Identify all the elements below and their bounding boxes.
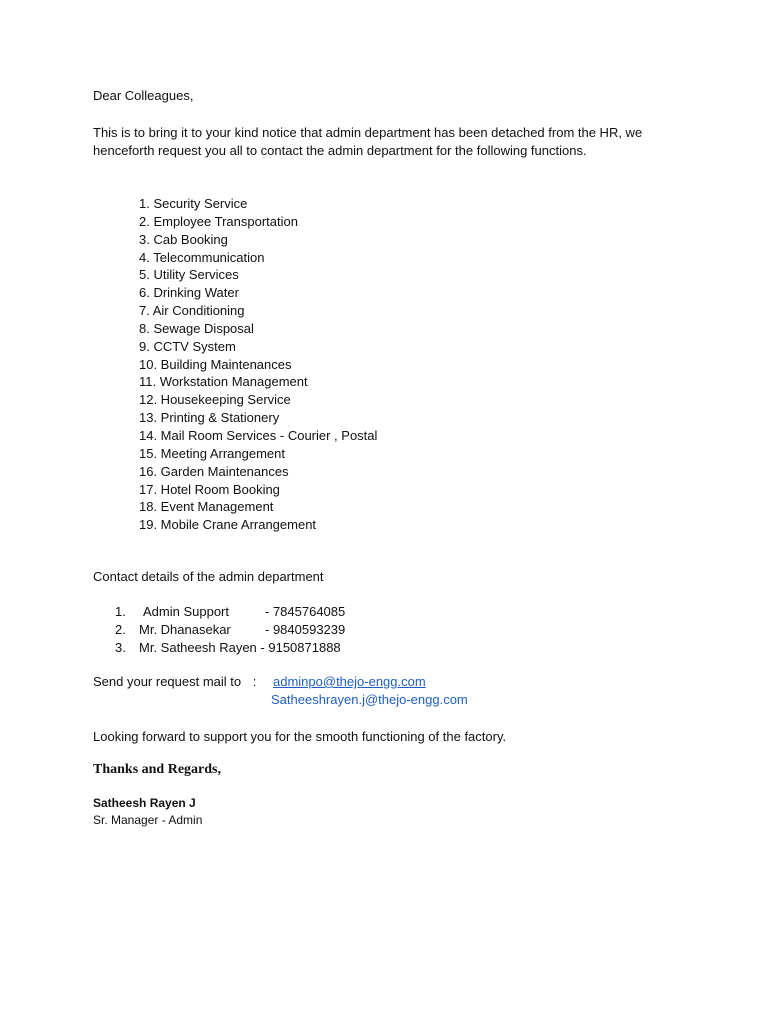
contact-name: Mr. Dhanasekar (139, 622, 231, 637)
contact-phone: - 7845764085 (265, 604, 346, 619)
list-item: 14. Mail Room Services - Courier , Postal (139, 427, 378, 443)
list-item: 18. Event Management (139, 499, 274, 515)
list-item: 19. Mobile Crane Arrangement (139, 517, 317, 533)
signature-title: Sr. Manager - Admin (93, 813, 203, 827)
mail-label-row (93, 674, 256, 689)
mail-colon: : (252, 674, 257, 689)
contact-number: 3. (115, 640, 126, 655)
list-item: 6. Drinking Water (139, 285, 239, 301)
list-item: 13. Printing & Stationery (139, 410, 280, 426)
contact-row (115, 603, 346, 621)
list-item: 4. Telecommunication (139, 249, 265, 265)
mail-label: Send your request mail to (93, 674, 242, 689)
contact-number: 1. (115, 604, 126, 619)
list-item: 2. Employee Transportation (139, 213, 298, 229)
contact-row (115, 639, 341, 657)
list-item: 17. Hotel Room Booking (139, 481, 280, 497)
list-item: 7. Air Conditioning (139, 303, 245, 319)
email-row-2 (271, 692, 468, 707)
regards: Thanks and Regards, (93, 762, 221, 777)
contact-name: Admin Support (143, 604, 229, 619)
list-item: 15. Meeting Arrangement (139, 445, 285, 461)
email-row-1 (273, 674, 426, 689)
contact-name: Mr. Satheesh Rayen (139, 640, 257, 655)
list-item: 11. Workstation Management (139, 374, 308, 390)
closing-line: Looking forward to support you for the smooth functioning of the factory. (93, 729, 507, 744)
contact-row (115, 621, 346, 639)
list-item: 8. Sewage Disposal (139, 320, 254, 336)
satheesh-email-link[interactable]: Satheeshrayen.j@thejo-engg.com (271, 692, 468, 707)
admin-email-link[interactable]: adminpo@thejo-engg.com (273, 674, 426, 689)
list-item: 10. Building Maintenances (139, 356, 292, 372)
list-item: 12. Housekeeping Service (139, 392, 291, 408)
contacts-list (115, 603, 346, 657)
list-item: 1. Security Service (139, 196, 248, 211)
contact-phone: - 9840593239 (265, 622, 346, 637)
list-item: 16. Garden Maintenances (139, 463, 289, 479)
signature-name: Satheesh Rayen J (93, 796, 196, 810)
intro-paragraph: This is to bring it to your kind notice that admin department has been detached from the HR, we henceforth request you all to contact the admin department for the following functions. (93, 125, 643, 158)
contact-phone: - 9150871888 (260, 640, 341, 655)
list-item: 3. Cab Booking (139, 231, 228, 247)
list-item: 9. CCTV System (139, 338, 236, 354)
contact-heading: Contact details of the admin department (93, 569, 324, 584)
contact-number: 2. (115, 622, 126, 637)
list-item: 5. Utility Services (139, 267, 239, 283)
functions-list (139, 195, 377, 534)
greeting: Dear Colleagues, (93, 88, 194, 103)
